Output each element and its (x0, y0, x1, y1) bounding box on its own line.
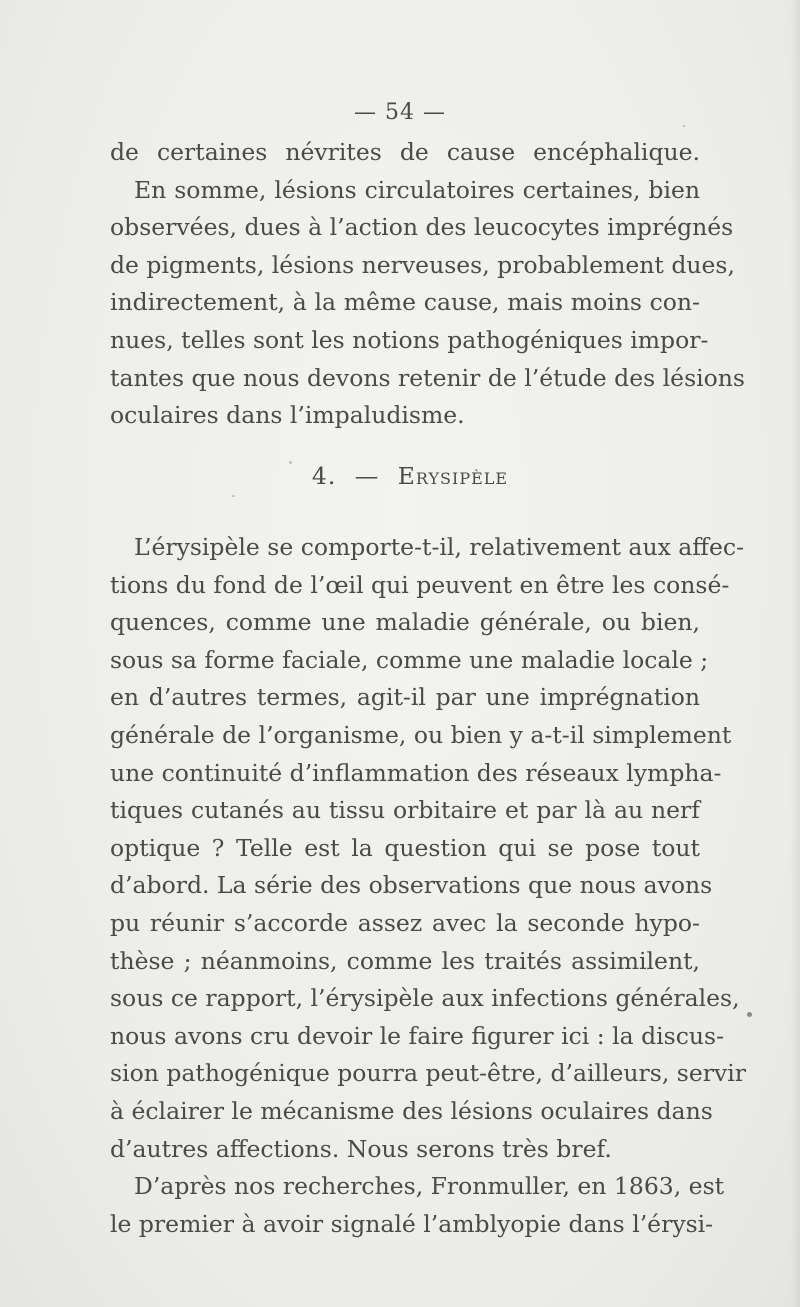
text-line: L’érysipèle se comporte-t-il, relativement aux affec- (134, 533, 745, 561)
text-line: indirectement, à la même cause, mais moins con- (110, 288, 700, 317)
paper-speck (289, 461, 292, 464)
text-line: nues, telles sont les notions pathogéniques impor- (110, 325, 709, 354)
paper-speck (683, 125, 685, 127)
text-line: générale de l’organisme, ou bien y a-t-il simplement (110, 720, 732, 749)
text-line: tiques cutanés au tissu orbitaire et par là au nerf (110, 796, 700, 825)
section-title: Erysipèle (397, 462, 509, 490)
section-dash: — (354, 462, 380, 490)
text-line: d’abord. La série des observations que nous avons (110, 871, 713, 900)
paragraph-next (110, 1168, 725, 1243)
text-line: D’après nos recherches, Fronmuller, en 1863, est (134, 1172, 725, 1200)
text-line: optique ? Telle est la question qui se pose tout (110, 833, 700, 862)
text-line: tantes que nous devons retenir de l’étude des lésions (110, 363, 745, 392)
text-line: En somme, lésions circulatoires certaines, bien (134, 175, 700, 204)
text-line: sous sa forme faciale, comme une maladie locale ; (110, 645, 709, 674)
section-number: 4. (311, 462, 337, 490)
text-line: thèse ; néanmoins, comme les traités assimilent, (110, 946, 700, 975)
text-line: à éclairer le mécanisme des lésions oculaires dans (110, 1096, 713, 1125)
text-line: oculaires dans l’impaludisme. (110, 401, 465, 430)
text-line: d’autres affections. Nous serons très bref. (110, 1134, 612, 1163)
text-line: nous avons cru devoir le faire figurer ici : la discus- (110, 1021, 725, 1050)
page-edge-shadow (790, 0, 800, 1307)
text-line: observées, dues à l’action des leucocytes imprégnés (110, 213, 734, 242)
section-heading (10, 462, 800, 490)
text-line: sion pathogénique pourra peut-être, d’ailleurs, servir (110, 1059, 747, 1088)
text-line: quences, comme une maladie générale, ou bien, (110, 608, 700, 637)
text-line: de certaines névrites de cause encéphalique. (110, 138, 700, 166)
paragraph-main (110, 529, 747, 1168)
text-line: le premier à avoir signalé l’amblyopie dans l’érysi- (110, 1209, 714, 1238)
text-line: sous ce rapport, l’érysipèle aux infections générales, (110, 984, 740, 1013)
text-line: en d’autres termes, agit-il par une imprégnation (110, 683, 700, 712)
paper-speck (747, 1012, 752, 1017)
text-line: de pigments, lésions nerveuses, probablement dues, (110, 250, 735, 279)
text-line: une continuité d’inflammation des réseaux lympha- (110, 758, 722, 787)
paragraph-continuation (110, 134, 745, 435)
page-number: — 54 — (354, 100, 446, 125)
paper-speck (232, 495, 235, 497)
text-line: pu réunir s’accorde assez avec la seconde hypo- (110, 908, 700, 937)
text-line: tions du fond de l’œil qui peuvent en être les consé- (110, 570, 730, 599)
